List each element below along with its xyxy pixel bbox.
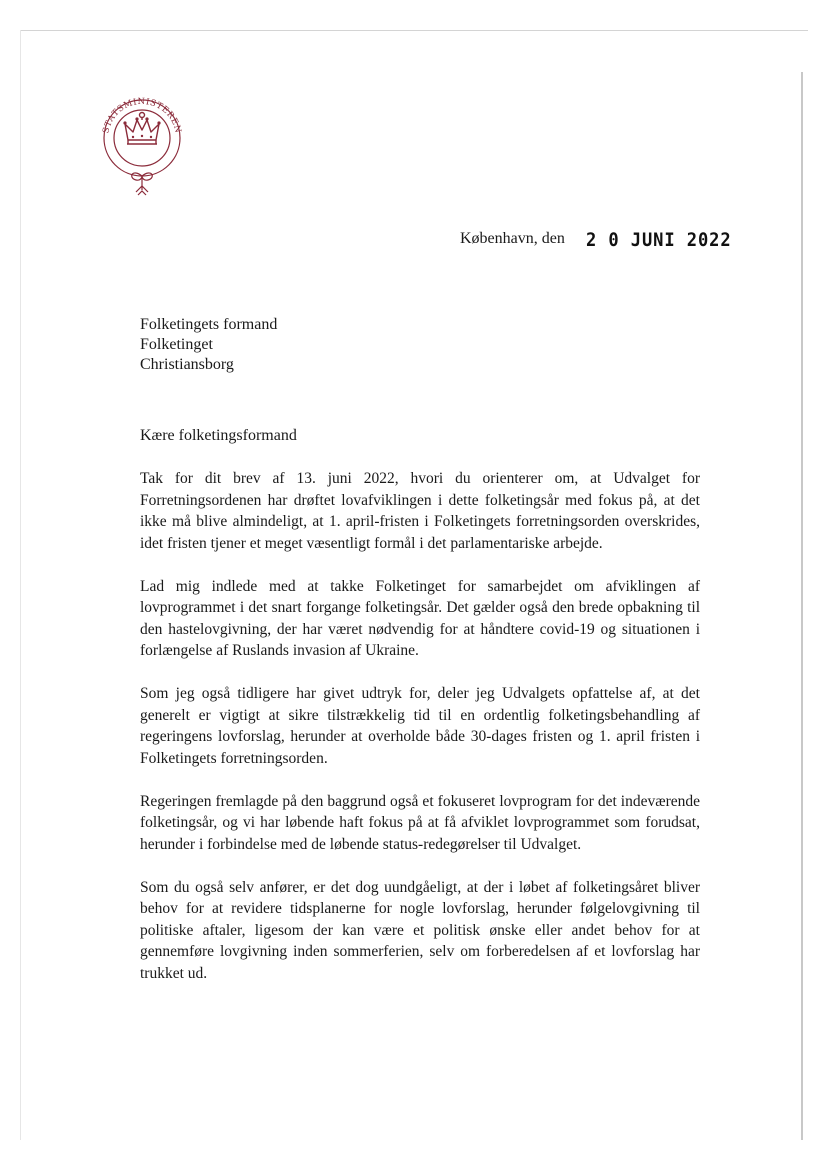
scan-edge-right	[801, 72, 803, 1140]
body-paragraph: Som du også selv anfører, er det dog uundgåeligt, at der i løbet af folketingsåret bliver behov for at revidere tidsplanerne for nogle lovforslag, herunder følgelovgivning til politiske aftaler, ligesom der kan være et politisk ønske eller andet behov for at gennemføre lovgivning inden sommerferien, selv om forberedelsen af et lovforslag har trukket ud.	[140, 878, 700, 982]
body-paragraph: Som jeg også tidligere har givet udtryk for, deler jeg Udvalgets opfattelse af, at det generelt er vigtigt at sikre tilstrækkelig tid til en ordentlig folketingsbehandling af regeringens lovforslag, herunder at overholde både 30-dages fristen og 1. april fristen i Folketingets forretningsorden.	[140, 685, 700, 767]
svg-text:STATSMINISTEREN: STATSMINISTEREN	[101, 96, 183, 135]
recipient-address	[140, 315, 277, 375]
salutation: Kære folketingsformand	[140, 427, 297, 444]
scan-edge-left	[20, 30, 21, 1140]
body-paragraph: Tak for dit brev af 13. juni 2022, hvori du orienterer om, at Udvalget for Forretningsordenen har drøftet lovafviklingen i dette folketingsår med fokus på, at det ikke må blive almindeligt, at 1. april-fristen i Folketingets forretningsorden overskrides, idet fristen tjener et meget væsentligt formål i det parlamentariske arbejde.	[140, 470, 700, 552]
recipient-line: Folketingets formand	[140, 316, 278, 333]
recipient-line: Folketinget	[140, 336, 213, 353]
body-paragraph: Lad mig indlede med at takke Folketinget for samarbejdet om afviklingen af lovprogrammet i det snart forgange folketingsår. Det gælder også den brede opbakning til den hastelovgivning, der har været nødvendig for at håndtere covid-19 og situationen i forlængelse af Ruslands invasion af Ukraine.	[140, 577, 700, 659]
date-stamp: 2 0 JUNI 2022	[586, 229, 732, 251]
statsministeren-seal-icon	[100, 96, 184, 200]
letter-body	[140, 468, 700, 1006]
scan-edge-top	[20, 30, 808, 31]
date-place: København, den	[460, 230, 565, 247]
body-paragraph: Regeringen fremlagde på den baggrund også et fokuseret lovprogram for det indeværende folketingsår, og vi har løbende haft fokus på at få afviklet lovprogrammet som forudsat, herunder i forbindelse med de løbende status-redegørelser til Udvalget.	[140, 792, 700, 853]
recipient-line: Christiansborg	[140, 356, 234, 373]
